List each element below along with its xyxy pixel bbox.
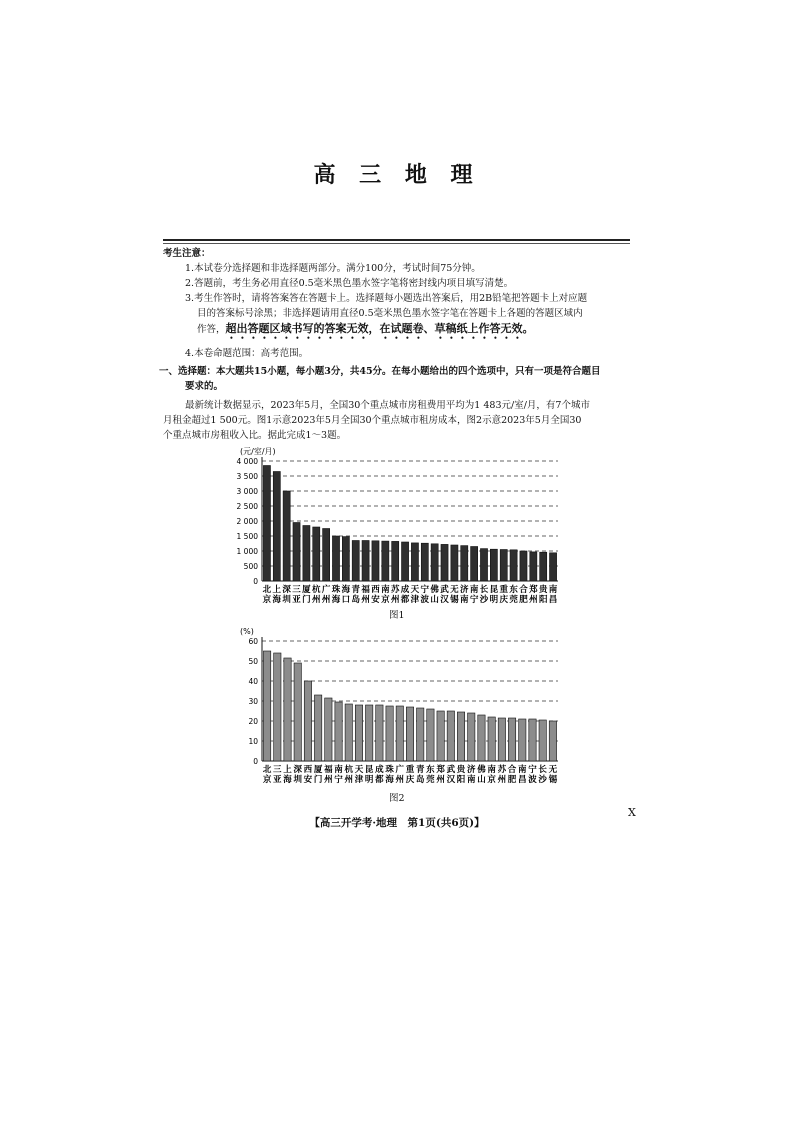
fig1-xtick: 北京 xyxy=(262,585,272,605)
fig2-bar xyxy=(376,705,383,761)
fig2-xtick: 南昌 xyxy=(518,765,527,785)
fig2-ytick: 30 xyxy=(248,697,258,706)
fig1-bar xyxy=(540,552,547,581)
fig1-xtick: 珠海 xyxy=(331,585,341,605)
fig1-ytick: 1 000 xyxy=(236,547,258,556)
fig2-xtick: 合肥 xyxy=(507,765,517,785)
notice-warning: 超出答题区域书写的答案无效，在试题卷、草稿纸上作答无效。 xyxy=(225,322,534,335)
fig1-bar xyxy=(431,544,438,581)
fig1-xtick: 福州 xyxy=(361,585,370,605)
fig2-xtick: 佛山 xyxy=(477,765,486,785)
notice-item-3-end-text: 作答， xyxy=(197,324,226,335)
fig2-xtick: 郑州 xyxy=(436,765,445,785)
fig1-xtick: 重庆 xyxy=(499,585,508,605)
fig1-xtick: 成都 xyxy=(400,585,410,605)
fig1-ylabel: (元/室/月) xyxy=(240,447,276,456)
fig2-xtick: 南宁 xyxy=(334,765,343,785)
fig1-bar xyxy=(362,541,369,582)
fig1-xtick: 宁波 xyxy=(420,585,430,605)
fig1-xtick: 杭州 xyxy=(312,585,321,605)
fig1-ytick: 3 000 xyxy=(236,487,258,496)
fig1-bar xyxy=(342,537,349,581)
fig1-xtick: 佛山 xyxy=(430,585,439,605)
fig2-xtick: 北京 xyxy=(262,765,272,785)
fig2-ylabel: (%) xyxy=(240,627,254,636)
fig1-bar xyxy=(461,546,468,581)
fig1-xtick: 贵阳 xyxy=(538,585,548,605)
fig1-xtick: 郑州 xyxy=(529,585,538,605)
fig1-bar xyxy=(273,472,280,582)
fig1-xtick: 南京 xyxy=(381,585,390,605)
fig2-xtick: 广州 xyxy=(395,765,405,785)
header-rule-thin xyxy=(163,243,630,244)
notice-block xyxy=(163,246,633,361)
fig2-bar xyxy=(549,721,556,761)
fig2-xtick: 无锡 xyxy=(548,765,558,785)
page-title: 高 三 地 理 xyxy=(313,162,481,188)
intro-line-2: 月租金超过1 500元。图1示意2023年5月全国30个重点城市租房成本，图2示意2023年5月全国30 xyxy=(163,415,582,426)
fig2-bar xyxy=(478,715,485,761)
fig1-bar xyxy=(451,545,458,581)
fig2-xtick: 武汉 xyxy=(446,765,456,785)
fig1-bar xyxy=(550,553,557,581)
fig2-bar xyxy=(355,705,362,761)
fig1-bar xyxy=(520,551,527,581)
fig2-bar xyxy=(437,711,444,761)
fig2-caption: 图2 xyxy=(389,793,405,804)
fig1-xtick: 济南 xyxy=(460,585,469,605)
fig2-bar xyxy=(519,719,526,761)
fig1-bar xyxy=(382,541,389,581)
section-heading xyxy=(159,364,633,394)
fig2-bar xyxy=(284,658,291,761)
fig1-bar xyxy=(402,542,409,581)
fig2-bar xyxy=(447,711,454,761)
fig2-xtick: 成都 xyxy=(375,765,384,785)
fig2-ytick: 20 xyxy=(248,717,258,726)
fig1-bar xyxy=(372,541,379,581)
fig1-xtick: 无锡 xyxy=(450,585,459,605)
notice-item-4: 4.本卷命题范围：高考范围。 xyxy=(185,348,309,359)
fig1-xtick: 南宁 xyxy=(469,585,479,605)
fig1-bar xyxy=(500,550,507,582)
fig1-xtick: 天津 xyxy=(410,585,420,605)
fig2-bar xyxy=(427,709,434,761)
fig1-xtick: 广州 xyxy=(321,585,331,605)
notice-item-1: 1.本试卷分选择题和非选择题两部分。满分100分，考试时间75分钟。 xyxy=(185,263,481,274)
fig2-xtick: 重庆 xyxy=(405,765,415,785)
fig2-xtick: 贵阳 xyxy=(456,765,466,785)
notice-item-3-end xyxy=(163,321,633,342)
fig1-xtick: 合肥 xyxy=(519,585,528,605)
fig2-xtick: 青岛 xyxy=(415,765,425,785)
fig1-ytick: 0 xyxy=(253,577,258,586)
fig2-bar xyxy=(274,653,281,761)
notice-item-2: 2.答题前，考生务必用直径0.5毫米黑色墨水签字笔将密封线内项目填写清楚。 xyxy=(185,278,514,289)
fig1-bar xyxy=(411,543,418,581)
fig2-xtick: 济南 xyxy=(466,765,476,785)
fig2-xtick: 深圳 xyxy=(293,765,302,785)
fig1-xtick: 东莞 xyxy=(509,585,518,605)
fig2-ytick: 50 xyxy=(248,657,258,666)
fig2-ytick: 0 xyxy=(253,757,258,766)
fig1-xtick: 厦门 xyxy=(302,585,311,605)
fig2-bar xyxy=(325,698,332,761)
fig2-bar xyxy=(498,718,505,761)
fig2-bar xyxy=(386,706,393,761)
fig2-xtick: 宁波 xyxy=(528,765,537,785)
fig2-bar xyxy=(294,663,301,761)
notice-item-3: 3.考生作答时，请将答案答在答题卡上。选择题每小题选出答案后，用2B铅笔把答题卡上对应题 xyxy=(185,293,588,304)
fig1-bar xyxy=(480,549,487,581)
fig1-bar xyxy=(303,526,310,582)
fig1-xtick: 武汉 xyxy=(440,585,449,605)
fig2-ytick: 40 xyxy=(248,677,258,686)
fig1-bar xyxy=(392,541,399,581)
fig1-bar xyxy=(332,536,339,581)
fig1-xtick: 昆明 xyxy=(489,585,499,605)
fig2-xtick: 珠海 xyxy=(385,765,394,785)
fig2-xtick: 东莞 xyxy=(426,765,435,785)
fig2-xtick: 三亚 xyxy=(273,765,282,785)
fig1-ytick: 2 000 xyxy=(236,517,258,526)
section-line-1: 一、选择题：本大题共15小题，每小题3分，共45分。在每小题给出的四个选项中，只有一项是符合题目 xyxy=(159,366,601,377)
fig2-ytick: 10 xyxy=(248,737,258,746)
notice-item-3-cont: 目的答案标号涂黑；非选择题请用直径0.5毫米黑色墨水签字笔在答题卡上各题的答题区域内 xyxy=(197,308,583,319)
fig1-bar xyxy=(323,529,330,582)
fig2-xtick: 昆明 xyxy=(364,765,374,785)
fig2-xtick: 南京 xyxy=(487,765,496,785)
fig1-ytick: 3 500 xyxy=(236,472,258,481)
fig2-bar xyxy=(539,720,546,761)
fig1-xtick: 上海 xyxy=(272,585,282,605)
fig1-bar xyxy=(441,544,448,581)
fig1-xtick: 南昌 xyxy=(548,585,558,605)
fig1-caption: 图1 xyxy=(389,610,405,621)
fig2-bar xyxy=(335,702,342,761)
fig2-bar xyxy=(457,712,464,761)
fig1-ytick: 500 xyxy=(243,562,258,571)
fig2-bar xyxy=(417,708,424,761)
margin-mark: X xyxy=(628,806,636,819)
fig2-bar xyxy=(529,719,536,761)
fig1-bar xyxy=(421,543,428,581)
fig1-bar xyxy=(530,552,537,581)
page-footer: 【高三开学考·地理 第1页(共6页)】 xyxy=(309,817,485,829)
fig2-xtick: 西安 xyxy=(303,765,313,785)
fig1-ytick: 2 500 xyxy=(236,502,258,511)
fig1-xtick: 海口 xyxy=(341,585,351,605)
fig1-bar xyxy=(490,549,497,581)
fig2-bar xyxy=(304,681,311,761)
fig1-bar xyxy=(471,547,478,582)
fig1-xtick: 长沙 xyxy=(479,585,489,605)
fig1-bar xyxy=(283,491,290,581)
fig2-bar xyxy=(263,651,270,761)
fig2-xtick: 长沙 xyxy=(538,765,547,785)
fig2-bar xyxy=(508,718,515,761)
fig2-bar xyxy=(488,717,495,761)
fig2-bar xyxy=(406,707,413,761)
fig1-bar xyxy=(352,541,359,582)
chart-fig1 xyxy=(220,443,570,611)
fig1-bar xyxy=(510,550,517,581)
fig2-bar xyxy=(314,695,321,761)
chart-fig2 xyxy=(220,623,570,791)
fig1-ytick: 1 500 xyxy=(236,532,258,541)
fig2-xtick: 上海 xyxy=(283,765,292,785)
fig1-bar xyxy=(313,527,320,581)
fig1-xtick: 青岛 xyxy=(351,585,360,605)
fig1-bar xyxy=(263,466,270,582)
header-rule xyxy=(163,239,630,241)
fig1-xtick: 西安 xyxy=(371,585,380,605)
fig2-xtick: 厦门 xyxy=(313,765,323,785)
fig2-xtick: 福州 xyxy=(324,765,333,785)
fig2-bar xyxy=(468,713,475,761)
fig1-xtick: 深圳 xyxy=(282,585,291,605)
fig2-xtick: 杭州 xyxy=(344,765,354,785)
fig1-xtick: 三亚 xyxy=(292,585,301,605)
intro-line-1: 最新统计数据显示，2023年5月，全国30个重点城市房租费用平均为1 483元/室/月，有7个城市 xyxy=(185,400,590,411)
fig2-bar xyxy=(365,705,372,761)
fig1-ytick: 4 000 xyxy=(236,457,258,466)
fig1-xtick: 苏州 xyxy=(390,585,400,605)
fig2-xtick: 苏州 xyxy=(497,765,507,785)
fig2-ytick: 60 xyxy=(248,637,258,646)
fig2-bar xyxy=(396,706,403,761)
fig1-bar xyxy=(293,523,300,582)
fig2-bar xyxy=(345,704,352,761)
intro-line-3: 个重点城市房租收入比。据此完成1～3题。 xyxy=(163,430,347,441)
section-line-2: 要求的。 xyxy=(185,381,224,392)
fig2-xtick: 天津 xyxy=(354,765,364,785)
notice-heading: 考生注意： xyxy=(163,248,211,259)
intro-paragraph xyxy=(163,398,633,443)
